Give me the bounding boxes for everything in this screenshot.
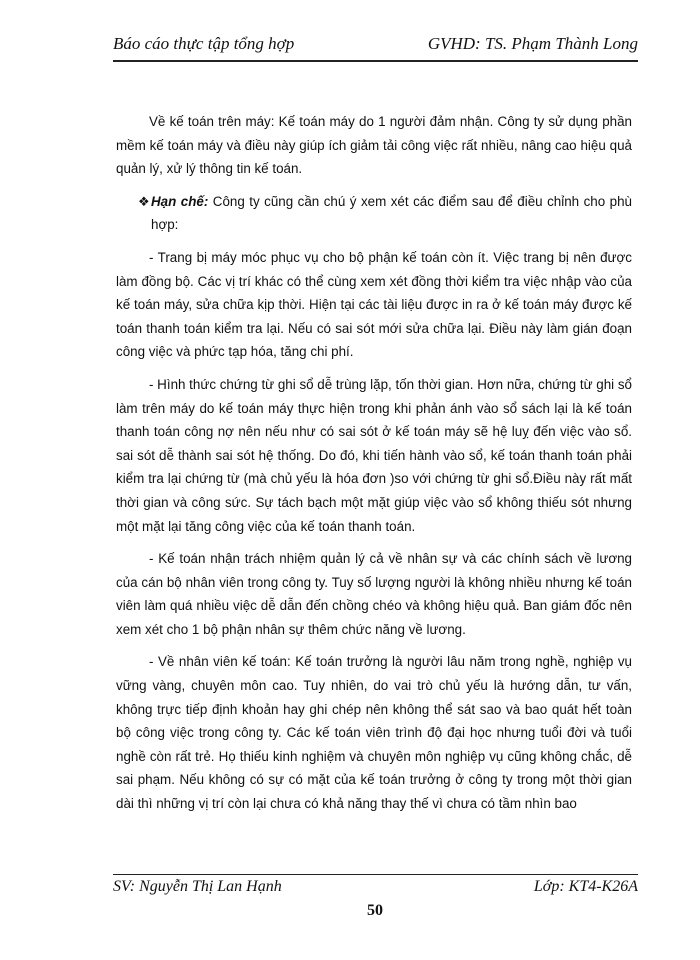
header-supervisor: GVHD: TS. Phạm Thành Long <box>427 34 638 53</box>
limitations-bullet <box>116 190 632 237</box>
header-report-title: Báo cáo thực tập tổng hợp <box>113 34 295 53</box>
diamond-bullet-icon: ❖ <box>138 193 150 209</box>
limitations-text: Công ty cũng cần chú ý xem xét các điểm sau để điều chỉnh cho phù hợp: <box>151 193 632 233</box>
footer-divider <box>113 874 638 875</box>
paragraph-computer-accounting: Về kế toán trên máy: Kế toán máy do 1 người đảm nhận. Công ty sử dụng phần mềm kế toán máy và điều này giúp ích giảm tải công việc rất nhiều, nâng cao hiệu quả quản lý, xử lý thông tin kế toán. <box>116 114 632 177</box>
paragraph-voucher: - Hình thức chứng từ ghi sổ dễ trùng lặp, tốn thời gian. Hơn nữa, chứng từ ghi sổ làm trên máy do kế toán máy thực hiện trong khi phản ánh vào sổ sách lại là kế toán thanh toán công nợ nên nếu như có sai sót ở kế toán máy sẽ hệ luỵ đến việc vào sổ. sai sót dễ thành sai sót hệ thống. Do đó, khi tiến hành vào sổ, kế toán thanh toán phải kiểm tra lại chứng từ (mà chủ yếu là hóa đơn )so với chứng từ ghi sổ.Điều này rất mất thời gian và công sức. Sự tách bạch một mặt giúp việc vào sổ không thiếu sót nhưng một mặt lại tăng công việc của kế toán thanh toán. <box>116 376 632 534</box>
page-number: 50 <box>367 902 383 919</box>
footer-class: Lớp: KT4-K26A <box>533 878 638 895</box>
paragraph-hr-salary: - Kế toán nhận trách nhiệm quản lý cả về nhân sự và các chính sách về lương của cán bộ nhân viên trong công ty. Tuy số lượng người là không nhiều nhưng kế toán viên làm quá nhiều việc dễ dẫn đến chồng chéo và không hiệu quả. Ban giám đốc nên xem xét cho 1 bộ phận nhân sự thêm chức năng về lương. <box>116 551 632 637</box>
page-header <box>113 34 638 62</box>
paragraph-equipment: - Trang bị máy móc phục vụ cho bộ phận kế toán còn ít. Việc trang bị nên được làm đồng bộ. Các vị trí khác có thể cùng xem xét đồng thời kiểm tra việc nhập vào của kế toán máy, sửa chữa kịp thời. Hiện tại các tài liệu được in ra ở kế toán máy được kế toán thanh toán kiểm tra lại. Nếu có sai sót mới sửa chữa lại. Điều này làm gián đoạn công việc và phức tạp hóa, tăng chi phí. <box>116 249 632 360</box>
paragraph-staff: - Về nhân viên kế toán: Kế toán trưởng là người lâu năm trong nghề, nghiệp vụ vững vàng, chuyên môn cao. Tuy nhiên, do vai trò chủ yếu là hướng dẫn, tư vấn, không trực tiếp định khoản hay ghi chép nên không thể sát sao và bao quát hết toàn bộ công việc trong công ty. Các kế toán viên trình độ đại học nhưng tuổi đời và tuổi nghề còn rất trẻ. Họ thiếu kinh nghiệm và chuyên môn nghiệp vụ cũng không chắc, dễ sai phạm. Nếu không có sự có mặt của kế toán trưởng ở công ty trong một thời gian dài thì những vị trí còn lại chưa có khả năng thay thế vì chưa có tầm nhìn bao <box>116 654 632 812</box>
document-body <box>116 110 632 825</box>
limitations-label: Hạn chế: <box>151 193 209 209</box>
footer-student-name: SV: Nguyễn Thị Lan Hạnh <box>113 878 282 895</box>
